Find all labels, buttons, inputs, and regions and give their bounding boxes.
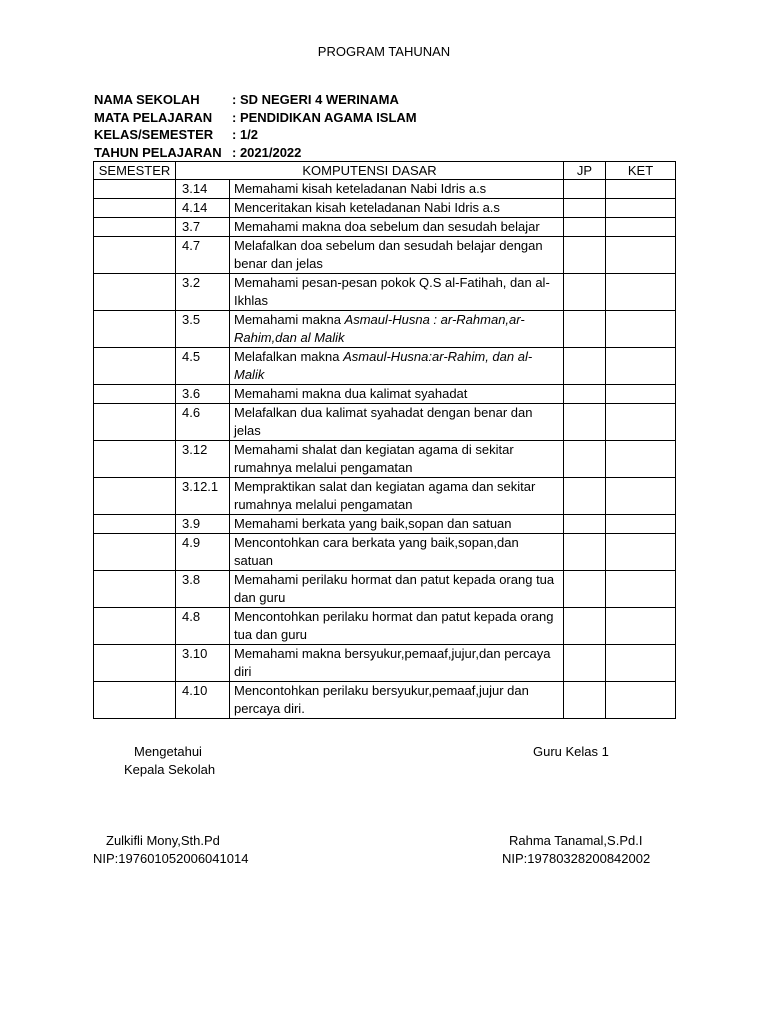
- table-row: [94, 571, 676, 608]
- ket-cell: [606, 311, 676, 348]
- semester-cell: [94, 311, 176, 348]
- ket-cell: [606, 515, 676, 534]
- kd-description: [230, 515, 564, 534]
- semester-cell: [94, 478, 176, 515]
- kd-code: 3.12: [176, 441, 230, 478]
- kd-code: 3.8: [176, 571, 230, 608]
- info-label: NAMA SEKOLAH: [94, 92, 200, 107]
- semester-cell: [94, 515, 176, 534]
- table-row: [94, 274, 676, 311]
- jp-cell: [564, 311, 606, 348]
- semester-cell: [94, 682, 176, 719]
- kd-description-text: Memahami perilaku hormat dan patut kepada orang tua dan guru: [234, 572, 555, 605]
- kd-description: [230, 385, 564, 404]
- kd-description: [230, 645, 564, 682]
- ket-cell: [606, 237, 676, 274]
- table-row: [94, 237, 676, 274]
- kd-code: 3.12.1: [176, 478, 230, 515]
- ket-cell: [606, 385, 676, 404]
- kd-code: 3.6: [176, 385, 230, 404]
- jp-cell: [564, 682, 606, 719]
- semester-cell: [94, 571, 176, 608]
- kd-description: [230, 348, 564, 385]
- table-header-row: [94, 162, 676, 180]
- sign-left-line2: Kepala Sekolah: [124, 762, 216, 777]
- jp-cell: [564, 199, 606, 218]
- table-row: [94, 404, 676, 441]
- jp-cell: [564, 645, 606, 682]
- kd-description-text: Memahami pesan-pesan pokok Q.S al-Fatihah, dan al-Ikhlas: [234, 275, 550, 308]
- kd-description-text: Melafalkan doa sebelum dan sesudah belajar dengan benar dan jelas: [234, 238, 543, 271]
- info-label: KELAS/SEMESTER: [94, 127, 214, 142]
- ket-cell: [606, 608, 676, 645]
- semester-cell: [94, 199, 176, 218]
- info-label: TAHUN PELAJARAN: [94, 144, 222, 160]
- kd-description-text: Mencontohkan cara berkata yang baik,sopan,dan satuan: [234, 535, 519, 568]
- jp-cell: [564, 180, 606, 199]
- kd-description-text: Memahami kisah keteladanan Nabi Idris a.s: [234, 181, 487, 196]
- table-row: [94, 180, 676, 199]
- jp-cell: [564, 608, 606, 645]
- kd-code: 4.9: [176, 534, 230, 571]
- kd-description-text: Memahami makna doa sebelum dan sesudah belajar: [234, 219, 540, 234]
- kd-code: 4.8: [176, 608, 230, 645]
- sign-left-line1: Mengetahui: [134, 744, 202, 759]
- semester-cell: [94, 645, 176, 682]
- info-value: : 1/2: [232, 127, 259, 142]
- sign-right-line1: Guru Kelas 1: [533, 744, 609, 759]
- teacher-nip: NIP:19780328200842002: [502, 851, 651, 866]
- teacher-name: Rahma Tanamal,S.Pd.I: [509, 833, 643, 848]
- ket-cell: [606, 645, 676, 682]
- ket-cell: [606, 199, 676, 218]
- kd-code: 4.7: [176, 237, 230, 274]
- table-row: [94, 682, 676, 719]
- table-row: [94, 441, 676, 478]
- info-row-school: [94, 91, 417, 109]
- kd-description: [230, 608, 564, 645]
- semester-cell: [94, 441, 176, 478]
- table-row: [94, 478, 676, 515]
- table-row: [94, 515, 676, 534]
- jp-cell: [564, 441, 606, 478]
- kd-description: [230, 274, 564, 311]
- kd-code: 4.14: [176, 199, 230, 218]
- school-info: [94, 91, 417, 161]
- jp-cell: [564, 348, 606, 385]
- table-row: [94, 311, 676, 348]
- info-value: : SD NEGERI 4 WERINAMA: [232, 92, 399, 107]
- kd-description: [230, 441, 564, 478]
- kd-description: [230, 311, 564, 348]
- header-semester: SEMESTER: [94, 162, 176, 180]
- ket-cell: [606, 404, 676, 441]
- kd-description: [230, 571, 564, 608]
- kd-description: [230, 218, 564, 237]
- jp-cell: [564, 571, 606, 608]
- kd-code: 4.6: [176, 404, 230, 441]
- semester-cell: [94, 180, 176, 199]
- kd-description-text: Menceritakan kisah keteladanan Nabi Idris a.s: [234, 200, 500, 215]
- kd-description: [230, 180, 564, 199]
- kd-code: 3.7: [176, 218, 230, 237]
- info-row-class: [94, 126, 417, 144]
- kd-description: [230, 682, 564, 719]
- kd-description-text: Melafalkan makna: [234, 349, 344, 364]
- ket-cell: [606, 218, 676, 237]
- kd-description: [230, 404, 564, 441]
- kd-description-text: Memahami makna: [234, 312, 345, 327]
- kd-description-italic: Asmaul-Husna : ar-Rahman,ar-Rahim,dan al Malik: [234, 312, 525, 345]
- ket-cell: [606, 274, 676, 311]
- kd-description-text: Mempraktikan salat dan kegiatan agama dan sekitar rumahnya melalui pengamatan: [234, 479, 536, 512]
- ket-cell: [606, 478, 676, 515]
- kd-code: 3.10: [176, 645, 230, 682]
- table-row: [94, 608, 676, 645]
- table-row: [94, 199, 676, 218]
- semester-cell: [94, 274, 176, 311]
- info-row-year: [94, 144, 417, 162]
- jp-cell: [564, 218, 606, 237]
- kd-description: [230, 478, 564, 515]
- kd-description-text: Mencontohkan perilaku hormat dan patut kepada orang tua dan guru: [234, 609, 554, 642]
- ket-cell: [606, 180, 676, 199]
- semester-cell: [94, 218, 176, 237]
- ket-cell: [606, 441, 676, 478]
- ket-cell: [606, 534, 676, 571]
- semester-cell: [94, 534, 176, 571]
- table-row: [94, 218, 676, 237]
- info-row-subject: [94, 109, 417, 127]
- kd-description: [230, 237, 564, 274]
- semester-cell: [94, 385, 176, 404]
- jp-cell: [564, 237, 606, 274]
- table-row: [94, 534, 676, 571]
- kd-description: [230, 534, 564, 571]
- headmaster-nip: NIP:197601052006041014: [93, 851, 249, 866]
- kd-code: 3.9: [176, 515, 230, 534]
- kd-code: 4.10: [176, 682, 230, 719]
- jp-cell: [564, 515, 606, 534]
- table-row: [94, 348, 676, 385]
- document-title: PROGRAM TAHUNAN: [317, 44, 451, 59]
- jp-cell: [564, 534, 606, 571]
- kd-description-text: Mencontohkan perilaku bersyukur,pemaaf,jujur dan percaya diri.: [234, 683, 529, 716]
- competency-table: [93, 161, 676, 719]
- table-row: [94, 385, 676, 404]
- info-label: MATA PELAJARAN: [94, 109, 213, 125]
- headmaster-name: Zulkifli Mony,Sth.Pd: [106, 833, 220, 848]
- semester-cell: [94, 404, 176, 441]
- jp-cell: [564, 404, 606, 441]
- kd-description-text: Memahami berkata yang baik,sopan dan satuan: [234, 516, 512, 531]
- kd-code: 3.5: [176, 311, 230, 348]
- semester-cell: [94, 608, 176, 645]
- kd-code: 3.14: [176, 180, 230, 199]
- kd-code: 3.2: [176, 274, 230, 311]
- table-row: [94, 645, 676, 682]
- ket-cell: [606, 348, 676, 385]
- kd-code: 4.5: [176, 348, 230, 385]
- table-body: [94, 180, 676, 719]
- kd-description-text: Memahami shalat dan kegiatan agama di sekitar rumahnya melalui pengamatan: [234, 442, 514, 475]
- kd-description-italic: Asmaul-Husna:ar-Rahim, dan al-Malik: [234, 349, 533, 382]
- header-jp: JP: [564, 162, 606, 180]
- jp-cell: [564, 274, 606, 311]
- ket-cell: [606, 682, 676, 719]
- info-value: : PENDIDIKAN AGAMA ISLAM: [232, 109, 417, 125]
- kd-description-text: Melafalkan dua kalimat syahadat dengan benar dan jelas: [234, 405, 533, 438]
- header-kompetensi-dasar: KOMPUTENSI DASAR: [176, 162, 564, 180]
- ket-cell: [606, 571, 676, 608]
- info-value: : 2021/2022: [232, 144, 302, 160]
- kd-description-text: Memahami makna dua kalimat syahadat: [234, 386, 468, 401]
- kd-description-text: Memahami makna bersyukur,pemaaf,jujur,dan percaya diri: [234, 646, 551, 679]
- jp-cell: [564, 385, 606, 404]
- semester-cell: [94, 348, 176, 385]
- jp-cell: [564, 478, 606, 515]
- kd-description: [230, 199, 564, 218]
- header-ket: KET: [606, 162, 676, 180]
- semester-cell: [94, 237, 176, 274]
